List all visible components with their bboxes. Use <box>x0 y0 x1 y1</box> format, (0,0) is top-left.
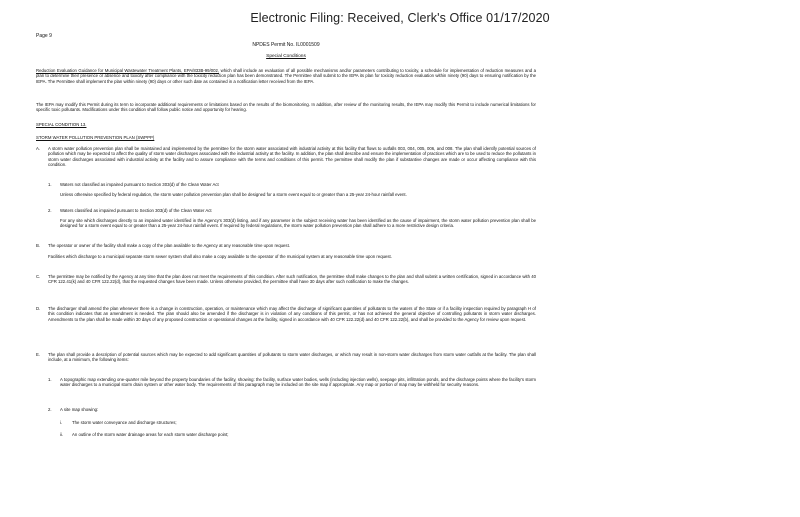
condition-title: STORM WATER POLLUTION PREVENTION PLAN (SWPPP) <box>36 135 155 140</box>
guidance-title: Reduction Evaluation Guidance for Municipal Wastewater Treatment Plants, EPA/833B-99/002, <box>36 68 220 73</box>
page-label: Page 9 <box>36 33 52 39</box>
special-conditions-title: Special Conditions <box>266 54 306 59</box>
intro-paragraph-1 <box>36 68 536 84</box>
filing-stamp: Electronic Filing: Received, Clerk's Office 01/17/2020 <box>250 11 550 25</box>
intro-paragraph-2: The IEPA may modify this Permit during its term to incorporate additional requirements or limitations based on the results of the biomonitoring. In addition, after review of the monitoring results, the IEPA may modify this Permit to include numerical limitations for specific toxic pollutants. Modifications under this condition shall follow public notice and opportunity for hearing. <box>36 102 536 113</box>
intro-paragraph-1-text: which shall include an evaluation of all possible mechanisms and/or parameters contributing to toxicity, a schedule for implementation of reduction measures and a plan to determine their presence or absence and toxicity after compliance with the toxicity reduction plan has been demonstrated. The Permittee shall submit to the IEPA its plan for toxicity reduction evaluation within ninety (90) days to ensuring notification by the IEPA. The Permittee shall implement the plan within ninety (90) days or other such date as contained in a notification letter received from the IEPA. <box>36 68 536 84</box>
permit-number: NPDES Permit No. IL0001509 <box>252 42 320 48</box>
condition-number: SPECIAL CONDITION 13. <box>36 122 87 127</box>
